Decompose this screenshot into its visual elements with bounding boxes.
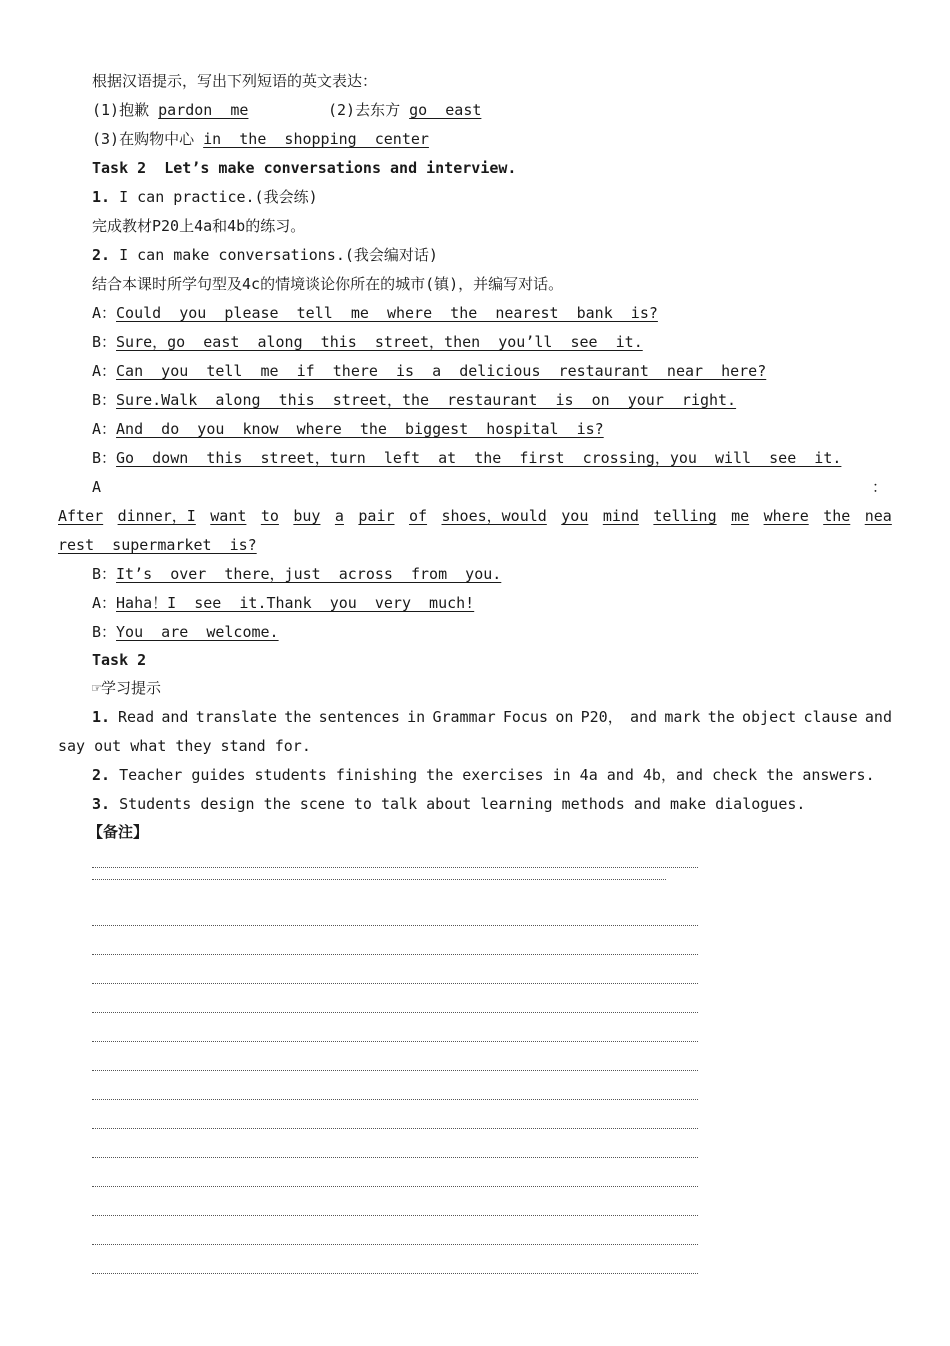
task2-heading: Task 2 Let’s make conversations and interview. (92, 159, 517, 177)
word: me (731, 507, 750, 525)
phrase-number: (1) (92, 101, 120, 119)
speaker: A： (92, 594, 117, 612)
word: and (629, 708, 658, 726)
note-line (92, 1186, 698, 1187)
word: sentences (318, 708, 400, 726)
word: P20， (580, 708, 623, 726)
phrase-1 (92, 100, 248, 120)
note-line (92, 954, 698, 955)
dialogue-answer: You are welcome. (116, 623, 279, 641)
word: of (408, 507, 428, 525)
speaker: B： (92, 333, 117, 351)
word: mark (664, 708, 701, 726)
word: pair (358, 507, 395, 525)
dialogue-answer: It’s over there，just across from you. (116, 565, 502, 583)
word: translate (195, 708, 277, 726)
dialogue-line (92, 419, 604, 439)
word: in (407, 708, 426, 726)
dialogue-answer: Can you tell me if there is a delicious restaurant near here? (116, 362, 767, 380)
item-text: I can make conversations.(我会编对话) (119, 246, 438, 264)
intro-instruction: 根据汉语提示，写出下列短语的英文表达： (92, 72, 378, 90)
item-1-description: 完成教材P20上4a和4b的练习。 (92, 217, 306, 235)
dialogue-answer: Could you please tell me where the nearest bank is? (116, 304, 658, 322)
note-line (92, 983, 698, 984)
word: where (763, 507, 809, 525)
phrase-chinese: 在购物中心 (119, 130, 195, 148)
note-line (92, 1041, 698, 1042)
dialogue-answer: Sure，go east along this street，then you’ll see it. (116, 333, 643, 351)
word: mind (602, 507, 639, 525)
dialogue-line (92, 622, 279, 642)
note-line (92, 1244, 698, 1245)
tip-1-line-2: say out what they stand for. (58, 737, 311, 755)
phrase-chinese: 抱歉 (119, 101, 150, 119)
word: a (334, 507, 344, 525)
tip-3 (92, 794, 805, 814)
word: the (823, 507, 851, 525)
note-line (92, 1012, 698, 1013)
word: the (284, 708, 312, 726)
phrase-3 (92, 129, 429, 149)
item-number: 1. (92, 188, 111, 206)
long-turn-line-2: rest supermarket is? (58, 536, 257, 554)
word: clause (803, 708, 858, 726)
note-line (92, 879, 666, 880)
speaker-colon: ： (872, 478, 888, 496)
speaker: A： (92, 420, 117, 438)
long-turn-line-1 (58, 506, 892, 526)
word: and (864, 708, 892, 726)
dialogue-line (92, 390, 736, 410)
dialogue-answer: Go down this street，turn left at the first crossing，you will see it. (116, 449, 842, 467)
word: and (161, 708, 189, 726)
word: telling (653, 507, 717, 525)
word: the (707, 708, 735, 726)
item-2-description: 结合本课时所学句型及4c的情境谈论你所在的城市(镇)，并编写对话。 (92, 275, 564, 293)
tip-text: Teacher guides students finishing the exercises in 4a and 4b，and check the answers. (119, 766, 875, 784)
speaker: A： (92, 304, 117, 322)
item-text: I can practice.(我会练) (119, 188, 318, 206)
speaker: B： (92, 565, 117, 583)
dialogue-answer: Haha！I see it.Thank you very much! (116, 594, 475, 612)
speaker: A (92, 478, 102, 496)
word: shoes，would (441, 507, 547, 525)
phrase-number: (3) (92, 130, 120, 148)
item-number: 2. (92, 246, 111, 264)
tip-2 (92, 765, 875, 785)
note-line (92, 1273, 698, 1274)
tip-number: 3. (92, 795, 111, 813)
dialogue-answer: Sure.Walk along this street，the restaurant is on your right. (116, 391, 737, 409)
word: Focus (502, 708, 549, 726)
note-line (92, 1157, 698, 1158)
dialogue-answer: And do you know where the biggest hospital is? (116, 420, 604, 438)
speaker: B： (92, 391, 117, 409)
word: nea (864, 507, 892, 525)
word: Read (118, 708, 155, 726)
dialogue-line (92, 361, 766, 381)
tip-number: 2. (92, 766, 111, 784)
speaker: B： (92, 449, 117, 467)
phrase-answer: in the shopping center (203, 130, 429, 148)
phrase-chinese: 去东方 (355, 101, 401, 119)
phrase-2 (328, 100, 481, 120)
tip-number: 1. (92, 708, 111, 726)
item-1 (92, 187, 318, 207)
note-line (92, 1099, 698, 1100)
phrase-answer: pardon me (158, 101, 249, 119)
speaker: B： (92, 623, 117, 641)
tip-text: Students design the scene to talk about learning methods and make dialogues. (119, 795, 806, 813)
item-2 (92, 245, 438, 265)
note-line (92, 1215, 698, 1216)
dialogue-line (92, 564, 501, 584)
word: you (561, 507, 589, 525)
dialogue-line (92, 303, 658, 323)
note-line (92, 1128, 698, 1129)
notes-label: 【备注】 (88, 823, 149, 841)
speaker: A： (92, 362, 117, 380)
note-line (92, 925, 698, 926)
note-line (92, 867, 698, 868)
dialogue-line (92, 448, 841, 468)
word: dinner，I (117, 507, 196, 525)
dialogue-line (92, 593, 474, 613)
tips-title: ☞学习提示 (92, 679, 162, 697)
word: to (260, 507, 279, 525)
dialogue-line (92, 332, 643, 352)
word: object (742, 708, 797, 726)
word: buy (293, 507, 321, 525)
phrase-answer: go east (409, 101, 482, 119)
word: on (555, 708, 574, 726)
word: want (210, 507, 247, 525)
phrase-number: (2) (328, 101, 356, 119)
word: After (58, 507, 104, 525)
note-line (92, 1070, 698, 1071)
tip-1-line-1 (118, 707, 892, 727)
task2b-heading: Task 2 (92, 651, 147, 669)
word: Grammar (432, 708, 496, 726)
